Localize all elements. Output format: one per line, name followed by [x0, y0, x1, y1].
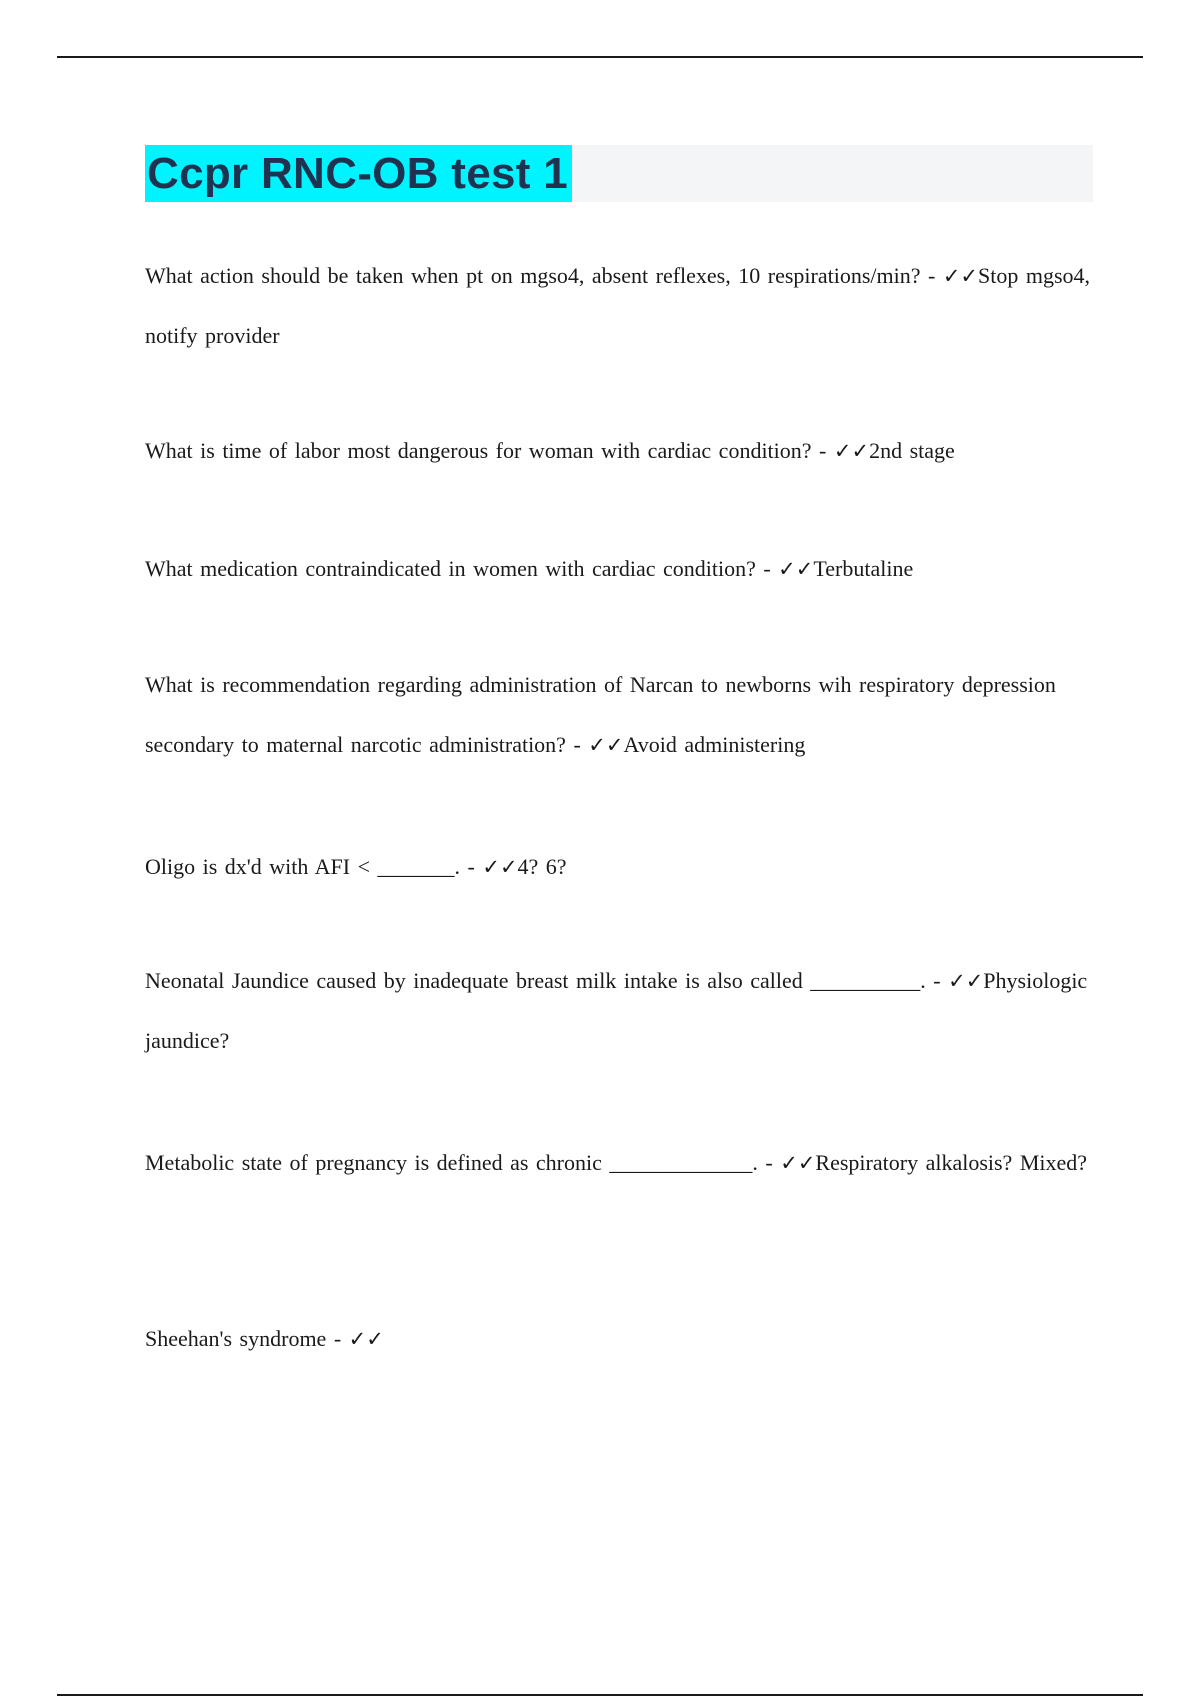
qa-item-1: [145, 246, 1095, 366]
qa-item-7: [145, 1133, 1095, 1193]
separator: -: [755, 556, 779, 581]
double-check-icon: ✓✓: [482, 855, 518, 879]
question-text: What is recommendation regarding administration of Narcan to newborns wih respiratory depression secondary to maternal narcotic administration?: [145, 672, 1056, 757]
qa-item-5: [145, 837, 1095, 897]
answer-text: Respiratory alkalosis? Mixed?: [815, 1150, 1088, 1175]
double-check-icon: ✓✓: [588, 733, 624, 757]
double-check-icon: ✓✓: [942, 264, 979, 288]
double-check-icon: ✓✓: [833, 439, 870, 463]
separator: -: [565, 732, 589, 757]
question-text: What action should be taken when pt on mgso4, absent reflexes, 10 respirations/min?: [145, 263, 921, 288]
separator: -: [757, 1150, 781, 1175]
answer-text: Avoid administering: [623, 732, 806, 757]
question-text: What is time of labor most dangerous for woman with cardiac condition?: [145, 438, 812, 463]
separator: -: [925, 968, 949, 993]
separator: -: [920, 263, 943, 288]
answer-text: 4? 6?: [517, 854, 567, 879]
double-check-icon: ✓✓: [778, 557, 814, 581]
answer-text: Stop mgso4, notify provider: [145, 263, 1091, 348]
double-check-icon: ✓✓: [780, 1151, 816, 1175]
question-text: Sheehan's syndrome: [145, 1326, 327, 1351]
qa-item-8: [145, 1309, 1095, 1369]
answer-text: Terbutaline: [813, 556, 914, 581]
question-text: Metabolic state of pregnancy is defined as chronic _____________.: [145, 1150, 758, 1175]
separator: -: [460, 854, 483, 879]
qa-item-6: [145, 951, 1095, 1071]
double-check-icon: ✓✓: [348, 1327, 384, 1351]
separator: -: [326, 1326, 349, 1351]
question-text: What medication contraindicated in women with cardiac condition?: [145, 556, 756, 581]
answer-text: Physiologic jaundice?: [145, 968, 1088, 1053]
question-text: Neonatal Jaundice caused by inadequate breast milk intake is also called __________.: [145, 968, 926, 993]
answer-text: 2nd stage: [869, 438, 955, 463]
footer-rule: [57, 1694, 1143, 1696]
header-rule: [57, 56, 1143, 58]
qa-item-3: [145, 539, 1095, 599]
double-check-icon: ✓✓: [948, 969, 984, 993]
question-text: Oligo is dx'd with AFI < _______.: [145, 854, 461, 879]
title-banner: [145, 145, 1093, 202]
qa-item-2: [145, 421, 1095, 481]
page-title: Ccpr RNC-OB test 1: [145, 145, 572, 202]
separator: -: [811, 438, 834, 463]
qa-item-4: [145, 655, 1095, 775]
